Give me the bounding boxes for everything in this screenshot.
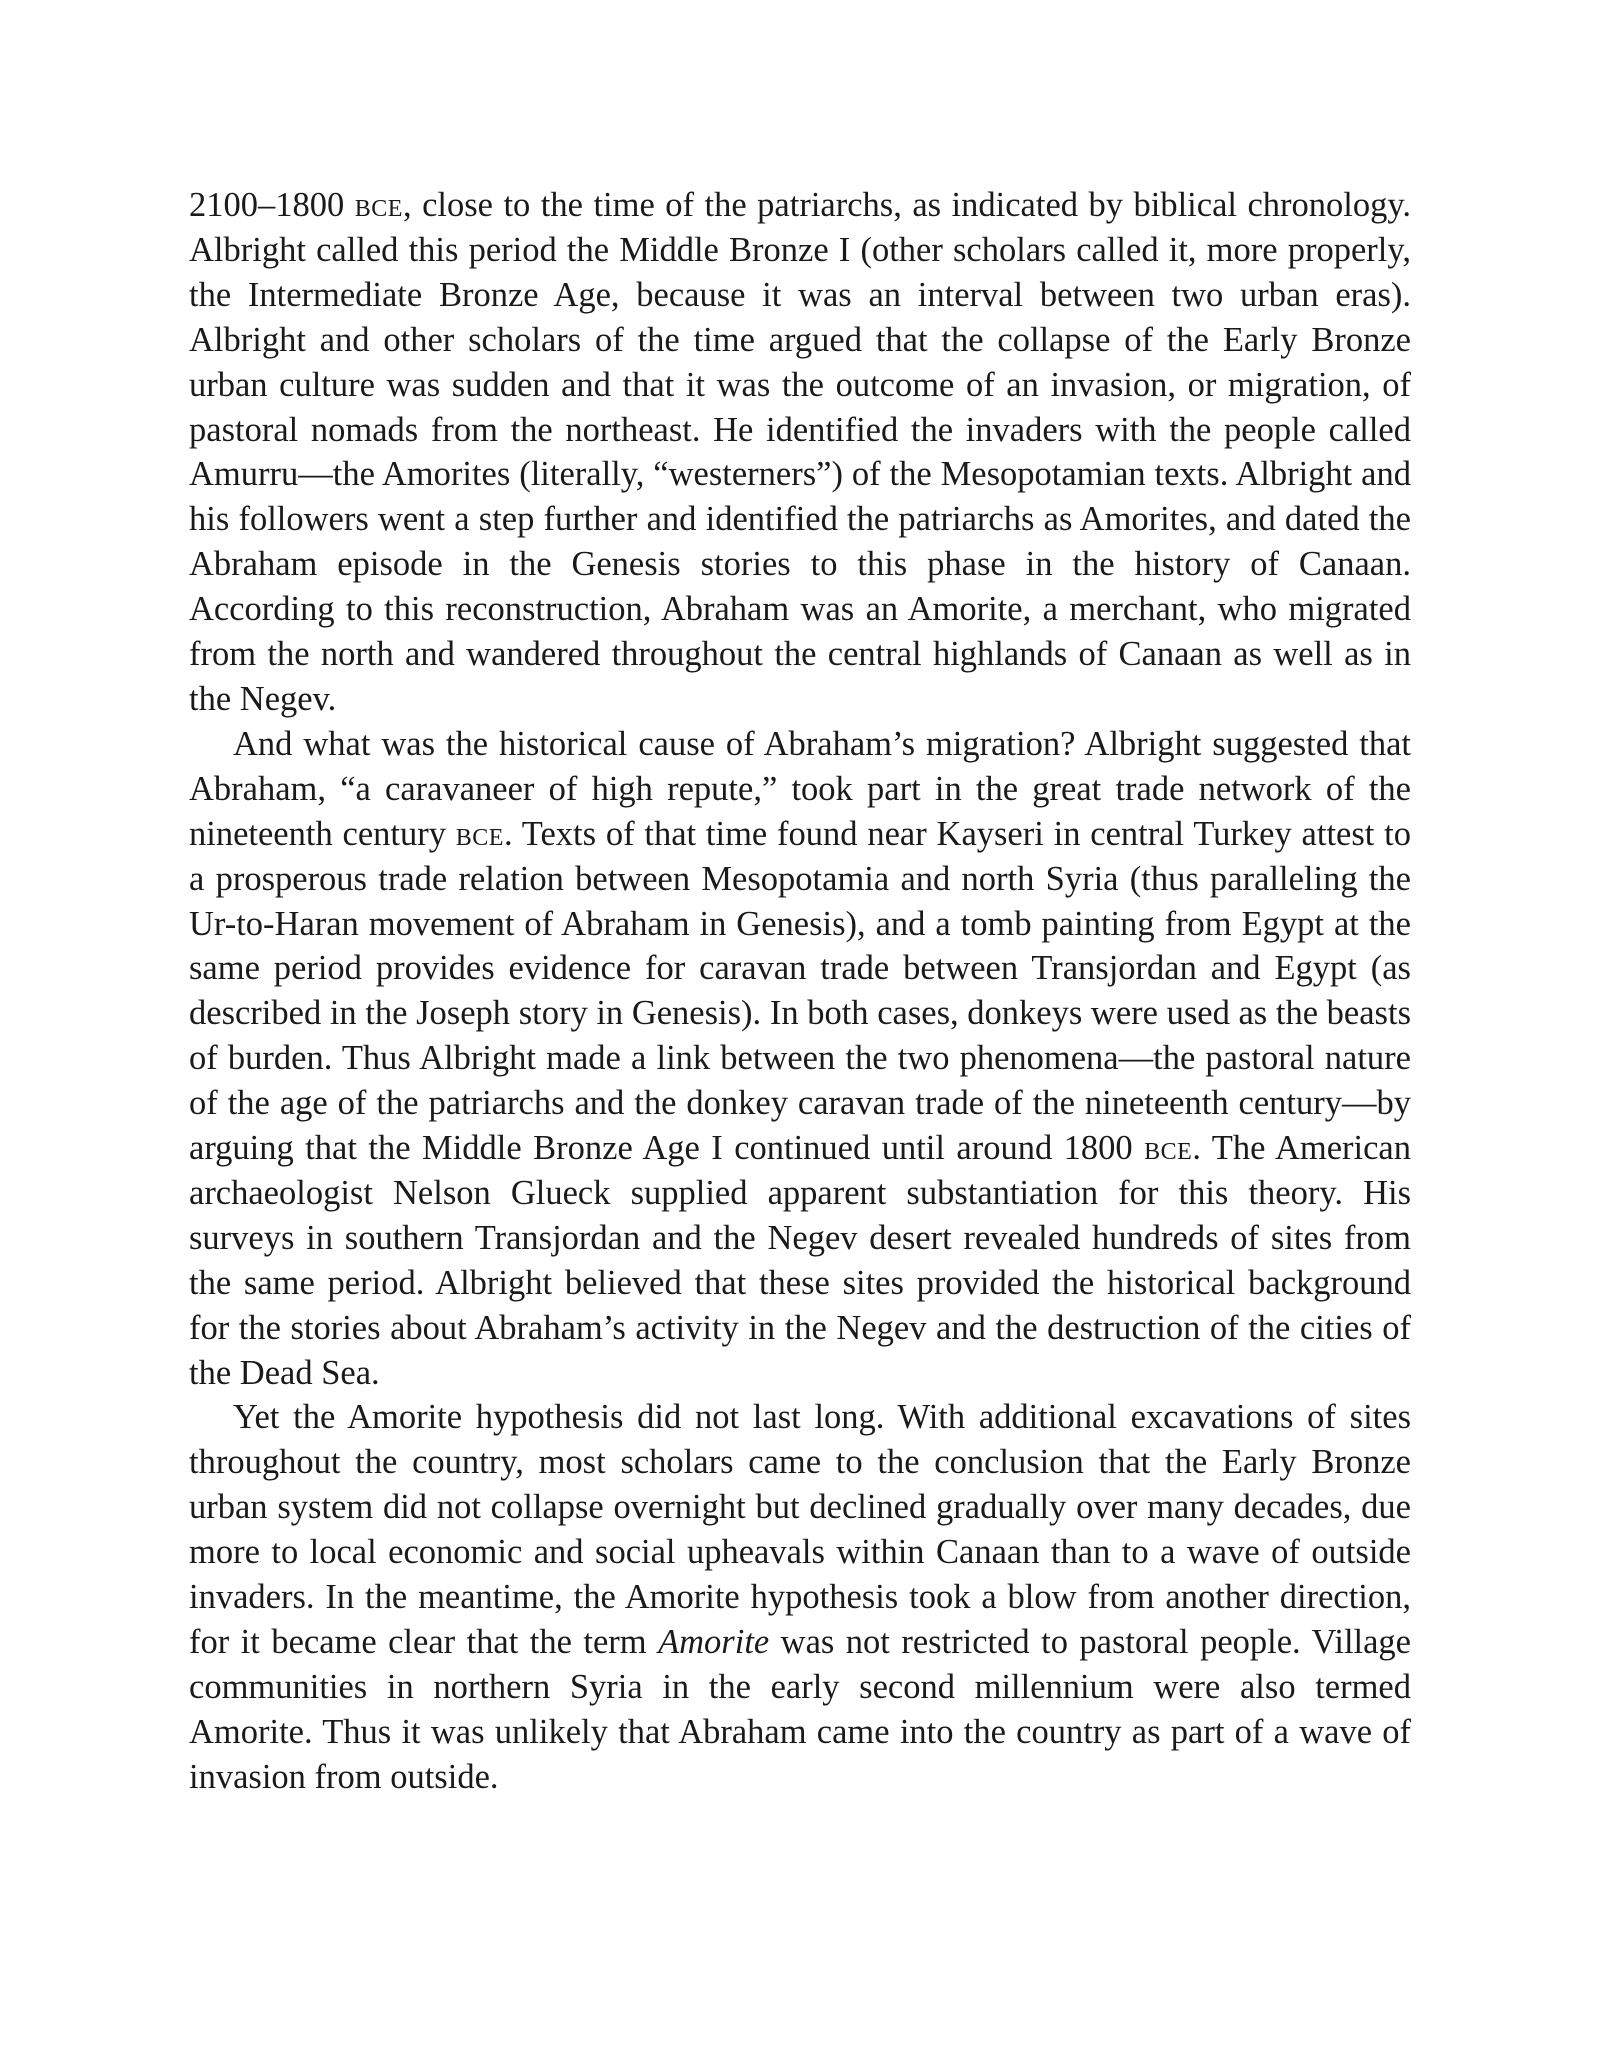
- paragraph-3-segment-1: Yet the Amorite hypothesis did not last long. With additional excavations of sites throughout the country, most scholars came to the conclusion that the Early Bronze urban system did not collapse overnight but declined gradually over many decades, due more to local economic and social upheavals within Canaan than to a wave of outside invaders. In the meantime, the Amorite hypothesis took a blow from another direction, for it became clear that the term: [189, 1398, 1411, 1661]
- paragraph-3: [189, 1395, 1411, 1799]
- paragraph-2-segment-1: And what was the historical cause of Abraham’s migration? Albright suggested that Abraham, “a caravaneer of high repute,” took part in the great trade network of the nineteenth century: [189, 724, 1411, 853]
- paragraph-1-segment-1: 2100–1800: [189, 186, 355, 224]
- paragraph-3-segment-3: was not restricted to pastoral people. Village communities in northern Syria in the early second millennium were also termed Amorite. Thus it was unlikely that Abraham came into the country as part of a wave of invasion from outside.: [189, 1623, 1411, 1796]
- bce-abbreviation: bce: [354, 186, 403, 224]
- bce-abbreviation: bce: [1144, 1129, 1193, 1168]
- paragraph-2: [189, 722, 1411, 1396]
- amorite-term-italic: Amorite: [658, 1623, 770, 1661]
- paragraph-1: [189, 183, 1411, 722]
- bce-abbreviation: bce: [455, 814, 504, 853]
- page-body: [189, 183, 1411, 1800]
- paragraph-2-segment-3: . Texts of that time found near Kayseri in central Turkey attest to a prosperous trade relation between Mesopotamia and north Syria (thus paralleling the Ur-to-Haran movement of Abraham in Genesis), and a tomb painting from Egypt at the same period provides evidence for caravan trade between Transjordan and Egypt (as described in the Joseph story in Genesis). In both cases, donkeys were used as the beasts of burden. Thus Albright made a link between the two phenomena—the pastoral nature of the age of the patriarchs and the donkey caravan trade of the nineteenth century—by arguing that the Middle Bronze Age I continued until around 1800: [189, 814, 1411, 1168]
- paragraph-2-segment-5: . The American archaeologist Nelson Glueck supplied apparent substantiation for this theory. His surveys in southern Transjordan and the Negev desert revealed hundreds of sites from the same period. Albright believed that these sites provided the historical background for the stories about Abraham’s activity in the Negev and the destruction of the cities of the Dead Sea.: [189, 1129, 1411, 1392]
- paragraph-1-segment-3: , close to the time of the patriarchs, as indicated by biblical chronology. Albright called this period the Middle Bronze I (other scholars called it, more properly, the Intermediate Bronze Age, because it was an interval between two urban eras). Albright and other scholars of the time argued that the collapse of the Early Bronze urban culture was sudden and that it was the outcome of an invasion, or migration, of pastoral nomads from the northeast. He identified the invaders with the people called Amurru—the Amorites (literally, “westerners”) of the Mesopotamian texts. Albright and his followers went a step further and identified the patriarchs as Amorites, and dated the Abraham episode in the Genesis stories to this phase in the history of Canaan. According to this reconstruction, Abraham was an Amorite, a merchant, who migrated from the north and wandered throughout the central highlands of Canaan as well as in the Negev.: [189, 186, 1412, 718]
